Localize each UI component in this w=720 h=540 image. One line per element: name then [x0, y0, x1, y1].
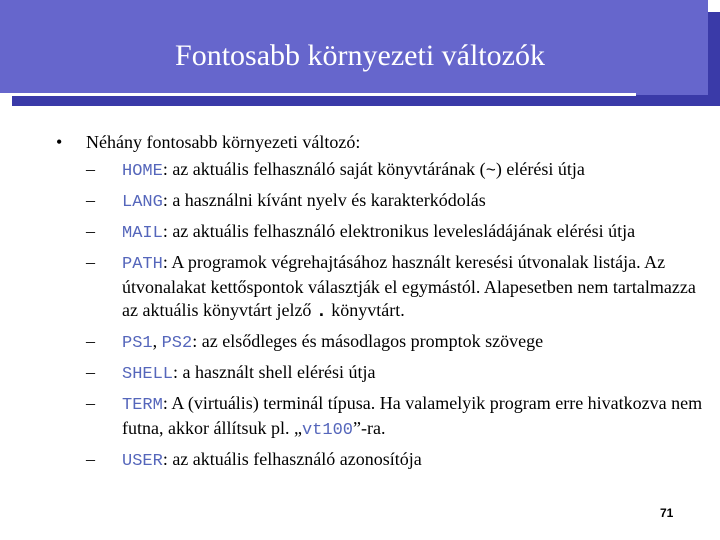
title-band	[0, 0, 720, 106]
list-item-term	[86, 392, 706, 442]
list-item-lang	[86, 189, 706, 214]
dash-icon: –	[86, 252, 95, 272]
lang-desc: : a használni kívánt nyelv és karakterkódolás	[162, 190, 486, 210]
user-desc: : az aktuális felhasználó azonosítója	[162, 449, 422, 469]
bullet-icon: •	[56, 132, 63, 152]
ps-desc: : az elsődleges és másodlagos promptok szövege	[192, 331, 544, 351]
intro-bullet-row	[56, 131, 706, 154]
dash-icon: –	[86, 190, 95, 210]
slide-title: Fontosabb környezeti változók	[175, 39, 545, 72]
intro-text: Néhány fontosabb környezeti változó:	[86, 132, 361, 152]
variable-list	[86, 158, 706, 473]
tilde-symbol: ~	[485, 162, 496, 181]
var-path: PATH	[122, 255, 163, 274]
var-lang: LANG	[122, 193, 163, 212]
dash-icon: –	[86, 221, 95, 241]
mail-desc: : az aktuális felhasználó elektronikus levelesládájának elérési útja	[162, 221, 636, 241]
var-shell: SHELL	[122, 365, 174, 384]
page-number: 71	[660, 506, 674, 520]
var-user: USER	[122, 452, 163, 471]
dash-icon: –	[86, 393, 95, 413]
var-ps2: PS2	[161, 334, 193, 353]
list-item-shell	[86, 361, 706, 386]
dash-icon: –	[86, 449, 95, 469]
title-shadow-bottom	[12, 95, 720, 106]
path-desc: : A programok végrehajtásához használt keresési útvonalak listája. Az útvonalakat kettőspontok választják el egymástól. Alapesetben nem tartalmazza az aktuális könyvtárt jelző	[122, 252, 696, 320]
path-desc-end: könyvtárt.	[326, 300, 405, 320]
list-item-path	[86, 251, 706, 324]
dash-icon: –	[86, 331, 95, 351]
list-item-home	[86, 158, 706, 183]
list-item-ps	[86, 330, 706, 355]
home-desc: : az aktuális felhasználó saját könyvtárának (	[162, 159, 486, 179]
term-desc: : A (virtuális) terminál típusa. Ha valamelyik program erre hivatkozva nem futna, akkor állítsuk pl. „	[122, 393, 703, 438]
var-home: HOME	[122, 162, 163, 181]
shell-desc: : a használt shell elérési útja	[173, 362, 376, 382]
var-ps1: PS1	[122, 334, 153, 353]
slide-content	[56, 131, 706, 473]
ps-separator: ,	[152, 331, 162, 351]
term-desc-end: ”-ra.	[352, 418, 386, 438]
list-item-user	[86, 448, 706, 473]
term-code: vt100	[301, 421, 353, 440]
title-rule	[0, 93, 636, 96]
var-term: TERM	[122, 396, 163, 415]
dash-icon: –	[86, 159, 95, 179]
home-desc-end: ) elérési útja	[495, 159, 585, 179]
current-dir-dot: .	[315, 302, 327, 322]
dash-icon: –	[86, 362, 95, 382]
var-mail: MAIL	[122, 224, 163, 243]
list-item-mail	[86, 220, 706, 245]
